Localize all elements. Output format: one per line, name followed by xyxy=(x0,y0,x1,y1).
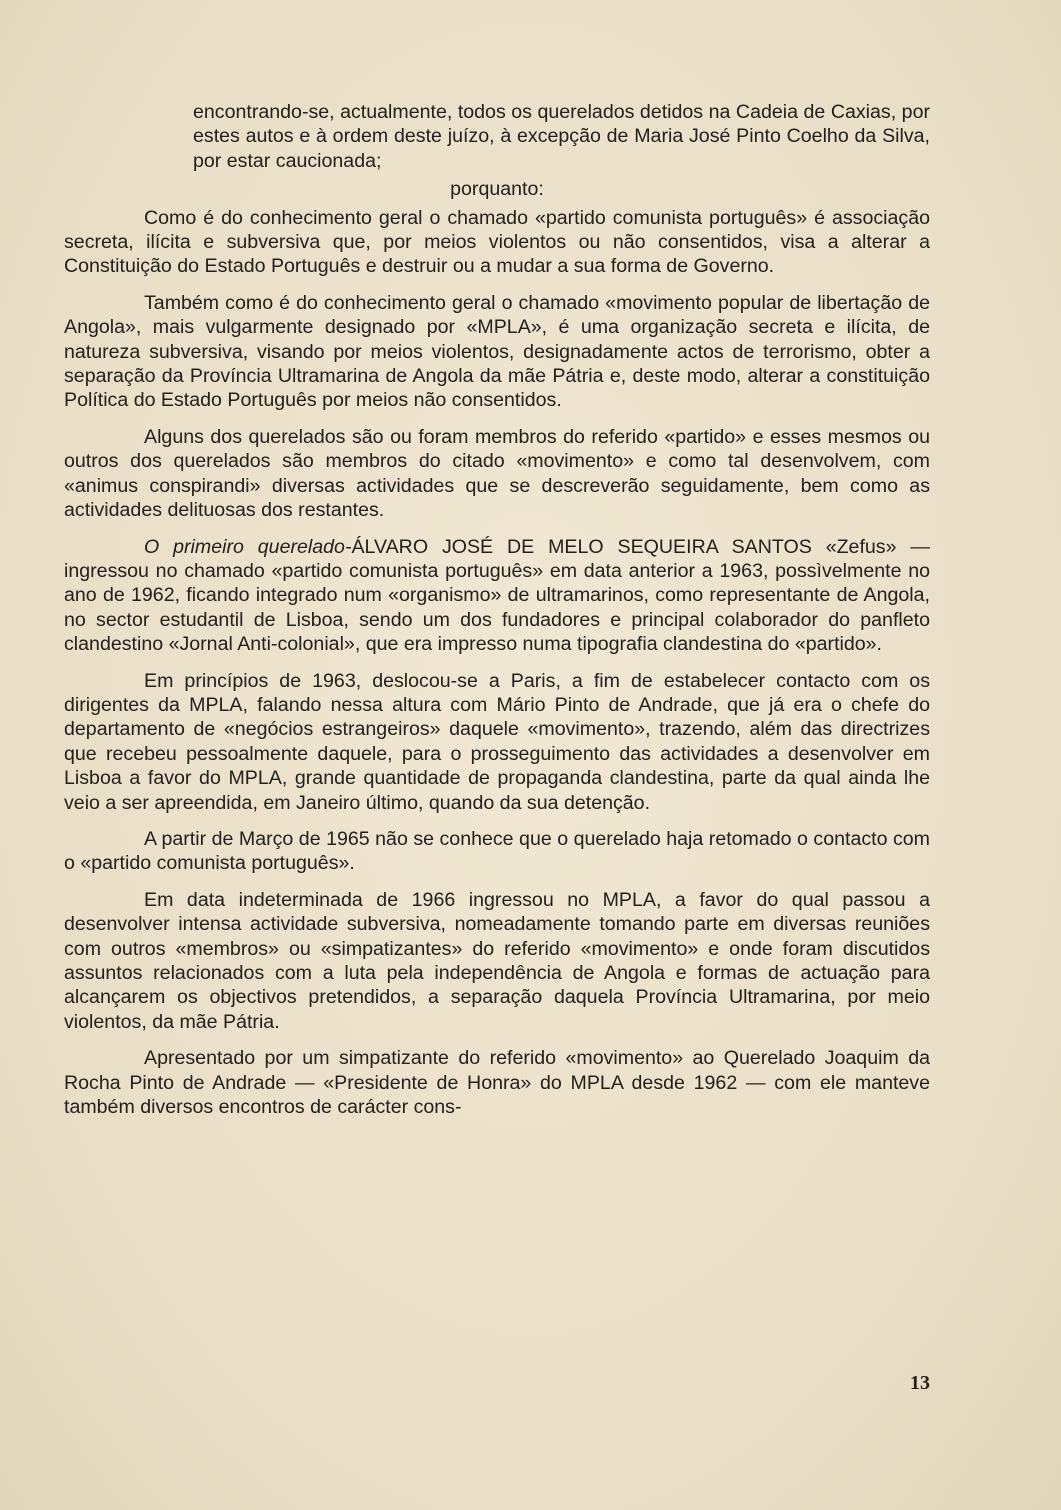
paragraph-primeiro-querelado xyxy=(64,535,930,657)
paragraph-querelados-membros: Alguns dos querelados são ou foram membros do referido «partido» e esses mesmos ou outros dos querelados são membros do citado «movimento» e como tal desenvolvem, com «animus conspirandi» diversas actividades que se descreverão seguidamente, bem como as actividades delituosas dos restantes. xyxy=(64,425,930,522)
paragraph-apresentado: Apresentado por um simpatizante do referido «movimento» ao Querelado Joaquim da Rocha Pinto de Andrade — «Presidente de Honra» do MPLA desde 1962 — com ele manteve também diversos encontros de carácter cons- xyxy=(64,1047,930,1119)
body-text xyxy=(64,100,930,1131)
paragraph-partido-comunista: Como é do conhecimento geral o chamado «partido comunista português» é associação secreta, ilícita e subversiva que, por meios violentos ou não consentidos, visa a alterar a Constituição do Estado Português e destruir ou a mudar a sua forma de Governo. xyxy=(64,206,930,278)
paragraph-continuation: encontrando-se, actualmente, todos os querelados detidos na Cadeia de Caxias, por estes autos e à ordem deste juízo, à excepção de Maria José Pinto Coelho da Silva, por estar caucionada; xyxy=(193,101,930,172)
paragraph-marco-1965: A partir de Março de 1965 não se conhece que o querelado haja retomado o contacto com o «partido comunista português». xyxy=(64,827,930,875)
paragraph-mpla-1966: Em data indeterminada de 1966 ingressou no MPLA, a favor do qual passou a desenvolver intensa actividade subversiva, nomeadamente tomando parte em diversas reuniões com outros «membros» ou «simpatizantes» do referido «movimento» e onde foram discutidos assuntos relacionados com a luta pela independência de Angola e formas de actuação para alcançarem os objectivos pretendidos, a separação daquela Província Ultramarina, por meio violentos, da mãe Pátria. xyxy=(64,888,930,1033)
paragraph-primeiro-querelado-lead: O primeiro querelado- xyxy=(144,535,352,558)
paragraph-paris-1963: Em princípios de 1963, deslocou-se a Paris, a fim de estabelecer contacto com os dirigentes da MPLA, falando nessa altura com Mário Pinto de Andrade, que já era o chefe do departamento de «negócios estrangeiros» daquele «movimento», trazendo, além das directrizes que recebeu pessoalmente daquele, para o prosseguimento das actividades a desenvolver em Lisboa a favor do MPLA, grande quantidade de propaganda clandestina, parte da qual ainda lhe veio a ser apreendida, em Janeiro último, quando da sua detenção. xyxy=(64,669,930,814)
paragraph-porquanto: porquanto: xyxy=(450,178,544,201)
page-number: 13 xyxy=(910,1372,930,1394)
paragraph-mpla-definition: Também como é do conhecimento geral o chamado «movimento popular de libertação de Angola», mais vulgarmente designado por «MPLA», é uma organização secreta e ilícita, de natureza subversiva, visando por meios violentos, designadamente actos de terrorismo, obter a separação da Província Ultramarina de Angola da mãe Pátria e, deste modo, alterar a constituição Política do Estado Português por meios não consentidos. xyxy=(64,291,930,412)
paragraph-primeiro-querelado-body: ÁLVARO JOSÉ DE MELO SEQUEIRA SANTOS «Zefus» — ingressou no chamado «partido comunista português» em data anterior a 1963, possìvelmente no ano de 1962, ficando integrado num «organismo» de ultramarinos, como representante de Angola, no sector estudantil de Lisboa, sendo um dos fundadores e principal colaborador do panfleto clandestino «Jornal Anti-colonial», que era impresso numa tipografia clandestina do «partido». xyxy=(64,535,930,656)
